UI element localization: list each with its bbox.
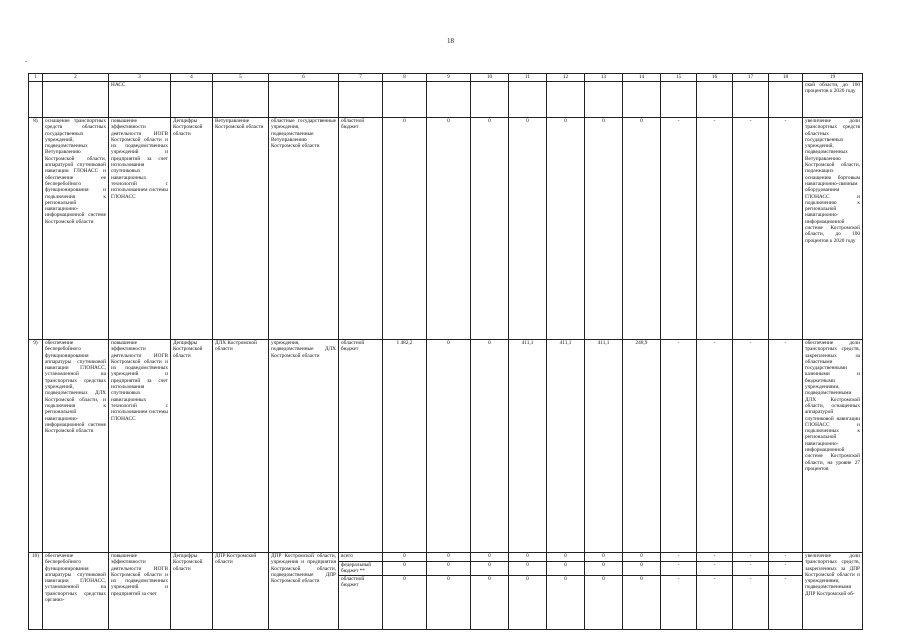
funding-value-cell: -	[661, 562, 697, 576]
customer-cell: Депцифры Костромской области	[171, 553, 213, 630]
funding-value-cell: 0	[623, 118, 661, 340]
table-row	[29, 340, 863, 553]
funding-value-cell: 0	[471, 118, 509, 340]
empty-cell	[585, 82, 623, 118]
column-number-cell: 16	[697, 74, 733, 82]
empty-cell	[339, 82, 383, 118]
funding-value-cell: 0	[585, 575, 623, 629]
event-name-cell: обеспечение бесперебойного функционирования аппаратуры спутниковой навигации ГЛОНАСС, установленной на транспортных средствах учреждений, подведомственных ДЛХ Костромской области, и подключения к региональной навигационно-информационной системе Костромской области	[43, 340, 109, 553]
funding-value-cell: -	[733, 340, 769, 553]
recipient-cell: областные государственные учреждения, подведомственные Ветуправлению Костромской области	[269, 118, 339, 340]
column-number-row	[29, 74, 863, 82]
funding-value-cell: 0	[547, 553, 585, 562]
funding-value-cell: -	[661, 553, 697, 562]
program-events-table	[28, 73, 863, 630]
continuation-row	[29, 82, 863, 118]
column-number-cell: 4	[171, 74, 213, 82]
funding-value-cell: -	[697, 340, 733, 553]
empty-cell	[733, 82, 769, 118]
recipient-cell: учреждения, подведомственные ДЛХ Костромской области	[269, 340, 339, 553]
empty-cell	[623, 82, 661, 118]
expected-result-cell: обеспечение доли транспортных средств, закрепленных за областными государственными казенными и бюджетными учреждениями, подведомственными ДЛХ Костромской области, оснащенных аппаратурой спутниковой навигации ГЛОНАСС и подключенных к региональной навигационно-информационной системе Костромской области, на уровне 27 процентов	[803, 340, 863, 553]
funding-value-cell: -	[769, 340, 803, 553]
column-number-cell: 3	[109, 74, 171, 82]
goal-cell: повышение эффективности деятельности ИОГВ Костромской области и их подведомственных учреждений и предприятий за счет использования спутниковых навигационных технологий с использованием системы ГЛОНАСС	[109, 118, 171, 340]
empty-cell	[213, 82, 269, 118]
funding-value-cell: 0	[509, 562, 547, 576]
funding-value-cell: 0	[509, 553, 547, 562]
funding-value-cell: -	[697, 575, 733, 629]
table-row	[29, 118, 863, 340]
funding-value-cell: 0	[585, 553, 623, 562]
funding-value-cell: -	[733, 118, 769, 340]
funding-source-cell: областной бюджет	[339, 118, 383, 340]
funding-value-cell: 411,1	[509, 340, 547, 553]
expected-result-cell: увеличение доли транспортных средств, закрепленных за ДПР Костромской области и учреждениями, подведомственными ДПР Костромской об-	[803, 553, 863, 630]
funding-source-cell: областной бюджет	[339, 340, 383, 553]
column-number-cell: 1	[29, 74, 43, 82]
row-number-cell: 9)	[29, 340, 43, 553]
executor-cell: Ветуправление Костромской области	[213, 118, 269, 340]
funding-value-cell: 0	[471, 575, 509, 629]
funding-value-cell: -	[661, 340, 697, 553]
empty-cell	[427, 82, 471, 118]
empty-cell	[547, 82, 585, 118]
goal-cell: повышение эффективности деятельности ИОГВ Костромской области и их подведомственных учреждений и предприятий за счет использования спутниковых навигационных технологий с использованием системы ГЛОНАСС	[109, 340, 171, 553]
column-number-cell: 14	[623, 74, 661, 82]
column-number-cell: 11	[509, 74, 547, 82]
column-number-cell: 6	[269, 74, 339, 82]
continuation-goal-cell: НАСС	[109, 82, 171, 118]
funding-value-cell: 0	[427, 575, 471, 629]
executor-cell: ДПР Костромской области	[213, 553, 269, 630]
funding-value-cell: 0	[471, 562, 509, 576]
funding-value-cell: 0	[383, 562, 427, 576]
funding-value-cell: 0	[509, 575, 547, 629]
funding-value-cell: 0	[471, 553, 509, 562]
column-number-cell: 17	[733, 74, 769, 82]
table-row	[29, 553, 863, 562]
column-number-cell: 9	[427, 74, 471, 82]
column-number-cell: 7	[339, 74, 383, 82]
funding-value-cell: -	[697, 118, 733, 340]
funding-value-cell: -	[733, 575, 769, 629]
funding-value-cell: 0	[383, 575, 427, 629]
funding-source-cell: федеральный бюджет **	[339, 562, 383, 576]
funding-value-cell: 0	[547, 575, 585, 629]
funding-value-cell: 0	[427, 562, 471, 576]
funding-value-cell: -	[769, 575, 803, 629]
event-name-cell: обеспечение бесперебойного функционирования аппаратуры спутниковой навигации ГЛОНАСС, установленной на транспортных средствах организ-	[43, 553, 109, 630]
column-number-cell: 2	[43, 74, 109, 82]
funding-value-cell: 0	[471, 340, 509, 553]
funding-value-cell: 0	[623, 562, 661, 576]
recipient-cell: ДПР Костромской области, учреждения и предприятия Костромской области, подведомственные ДПР Костромской области	[269, 553, 339, 630]
funding-value-cell: 0	[383, 118, 427, 340]
funding-value-cell: 411,1	[547, 340, 585, 553]
funding-value-cell: -	[733, 553, 769, 562]
funding-source-cell: областной бюджет	[339, 575, 383, 629]
page-number: 18	[447, 37, 454, 45]
row-number-cell: 8)	[29, 118, 43, 340]
funding-value-cell: 248,9	[623, 340, 661, 553]
funding-value-cell: 0	[547, 562, 585, 576]
tick-mark: -	[25, 59, 27, 65]
funding-value-cell: -	[661, 118, 697, 340]
funding-value-cell: 1 482,2	[383, 340, 427, 553]
column-number-cell: 8	[383, 74, 427, 82]
funding-value-cell: -	[697, 553, 733, 562]
empty-cell	[171, 82, 213, 118]
event-name-cell: оснащение транспортных средств областных государственных учреждений, подведомственных Ветуправлению Костромской области, аппаратурой спутниковой навигации ГЛОНАСС и обеспечение ее бесперебойного функционирования и подключения к региональной навигационно-информационной системе Костромской области	[43, 118, 109, 340]
funding-value-cell: -	[697, 562, 733, 576]
goal-cell: повышение эффективности деятельности ИОГВ Костромской области и их подведомственных учреждений и предприятий за счет	[109, 553, 171, 630]
executor-cell: ДЛХ Костромской области	[213, 340, 269, 553]
funding-value-cell: 0	[623, 553, 661, 562]
funding-value-cell: -	[733, 562, 769, 576]
funding-value-cell: 0	[427, 340, 471, 553]
funding-value-cell: -	[769, 553, 803, 562]
column-number-cell: 12	[547, 74, 585, 82]
column-number-cell: 13	[585, 74, 623, 82]
funding-value-cell: -	[661, 575, 697, 629]
column-number-cell: 18	[769, 74, 803, 82]
empty-cell	[43, 82, 109, 118]
funding-value-cell: 411,1	[585, 340, 623, 553]
continuation-result-cell: ской области, до 100 процентов к 2020 году	[803, 82, 863, 118]
funding-value-cell: 0	[427, 118, 471, 340]
empty-cell	[509, 82, 547, 118]
row-number-cell: 10)	[29, 553, 43, 630]
funding-value-cell: 0	[383, 553, 427, 562]
funding-value-cell: 0	[585, 562, 623, 576]
empty-cell	[769, 82, 803, 118]
column-number-cell: 15	[661, 74, 697, 82]
funding-source-cell: всего	[339, 553, 383, 562]
empty-cell	[471, 82, 509, 118]
empty-cell	[383, 82, 427, 118]
funding-value-cell: 0	[509, 118, 547, 340]
funding-value-cell: 0	[623, 575, 661, 629]
column-number-cell: 10	[471, 74, 509, 82]
funding-value-cell: 0	[585, 118, 623, 340]
column-number-cell: 19	[803, 74, 863, 82]
funding-value-cell: 0	[547, 118, 585, 340]
funding-value-cell: -	[769, 562, 803, 576]
expected-result-cell: увеличение доли транспортных средств областных государственных учреждений, подведомственных Ветуправлению Костромской области, подлежащих оснащению бортовым навигационно-связным оборудованием ГЛОНАСС и подключению к региональной навигационно-информационной системе Костромской области, до 100 процентов к 2020 году	[803, 118, 863, 340]
funding-value-cell: -	[769, 118, 803, 340]
customer-cell: Депцифры Костромской области	[171, 118, 213, 340]
empty-cell	[269, 82, 339, 118]
empty-cell	[697, 82, 733, 118]
empty-cell	[29, 82, 43, 118]
customer-cell: Депцифры Костромской области	[171, 340, 213, 553]
empty-cell	[661, 82, 697, 118]
funding-value-cell: 0	[427, 553, 471, 562]
column-number-cell: 5	[213, 74, 269, 82]
